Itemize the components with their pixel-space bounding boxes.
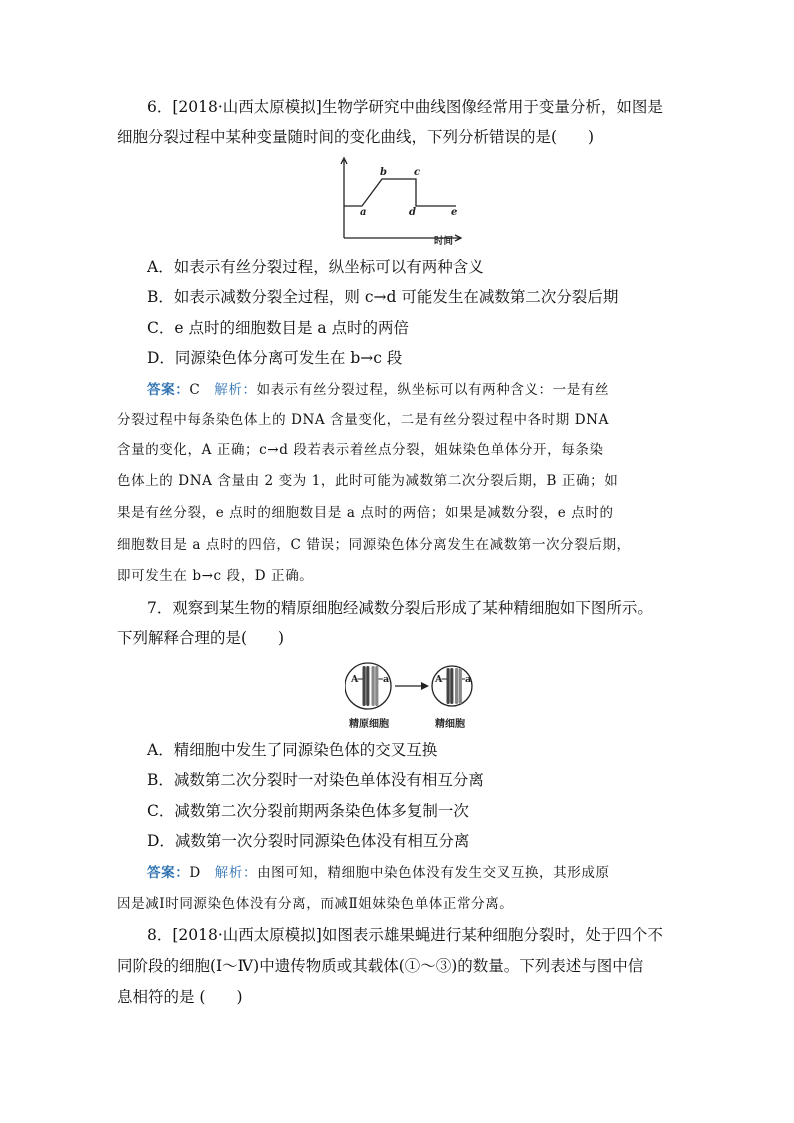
q7-answer-label: 答案： — [147, 865, 190, 881]
q7-stem-line-2: 下列解释合理的是( ) — [117, 629, 285, 647]
allele-A-left: A — [351, 674, 359, 685]
x-axis-label: 时间 — [434, 236, 454, 246]
q7-option-a: A．精细胞中发生了同源染色体的交叉互换 — [147, 741, 438, 759]
q7-stem-line-1: 7．观察到某生物的精原细胞经减数分裂后形成了某种精细胞如下图所示。 — [147, 599, 653, 617]
allele-A-right: A — [435, 674, 443, 685]
q8-stem-line-2: 同阶段的细胞(Ⅰ～Ⅳ)中遗传物质或其载体(①～③)的数量。下列表述与图中信 — [117, 957, 644, 975]
q6-answer-value: C — [189, 382, 201, 398]
q6-option-a: A．如表示有丝分裂过程，纵坐标可以有两种含义 — [147, 258, 484, 276]
q6-answer-line — [147, 380, 609, 400]
point-b: b — [380, 167, 387, 178]
q7-option-c: C．减数第二次分裂前期两条染色体多复制一次 — [147, 802, 469, 820]
q7-option-d: D．减数第一次分裂时同源染色体没有相互分离 — [147, 832, 470, 850]
q6-analysis-line-6: 细胞数目是 a 点时的四倍，C 错误；同源染色体分离发生在减数第一次分裂后期， — [117, 537, 631, 553]
sperm-cell — [432, 666, 472, 706]
q6-curve-figure — [338, 156, 468, 246]
q6-analysis-line-7: 即可发生在 b→c 段，D 正确。 — [117, 568, 314, 584]
point-e: e — [451, 207, 458, 218]
sperm-cell-label: 精细胞 — [435, 719, 465, 730]
point-a: a — [360, 207, 367, 218]
q8-stem-line-3: 息相符的是 ( ) — [117, 988, 243, 1006]
q6-analysis-label: 解析： — [214, 382, 257, 398]
q6-analysis-line-5: 果是有丝分裂，e 点时的细胞数目是 a 点时的两倍；如果是减数分裂，e 点时的 — [117, 505, 614, 521]
q6-option-c: C．e 点时的细胞数目是 a 点时的两倍 — [147, 319, 410, 337]
q7-analysis-label: 解析： — [214, 865, 258, 881]
q7-cell-figure — [345, 656, 475, 731]
q6-analysis-line-2: 分裂过程中每条染色体上的 DNA 含量变化，二是有丝分裂过程中各时期 DNA — [117, 412, 609, 428]
q6-answer-label: 答案： — [147, 382, 190, 398]
allele-a-left: a — [383, 674, 390, 685]
q6-option-b: B．如表示减数分裂全过程，则 c→d 可能发生在减数第二次分裂后期 — [147, 288, 619, 306]
point-c: c — [414, 167, 421, 178]
allele-a-right: a — [465, 674, 472, 685]
q6-stem-line-2: 细胞分裂过程中某种变量随时间的变化曲线，下列分析错误的是( ) — [117, 128, 595, 146]
q7-analysis-line-2: 因是减Ⅰ时同源染色体没有分离，而减Ⅱ姐妹染色单体正常分离。 — [117, 896, 514, 912]
q7-option-b: B．减数第二次分裂时一对染色单体没有相互分离 — [147, 771, 484, 789]
q7-answer-line — [147, 863, 610, 883]
q7-answer-value: D — [189, 865, 201, 881]
division-arrow — [395, 682, 429, 690]
spermatogonium-label: 精原细胞 — [349, 719, 389, 730]
q6-analysis-line-3: 含量的变化，A 正确；c→d 段若表示着丝点分裂，姐妹染色单体分开，每条染 — [117, 442, 604, 458]
q6-analysis-line-1: 如表示有丝分裂过程，纵坐标可以有两种含义：一是有丝 — [256, 382, 610, 398]
q6-stem-line-1: 6．[2018·山西太原模拟]生物学研究中曲线图像经常用于变量分析，如图是 — [147, 98, 663, 116]
q6-option-d: D．同源染色体分离可发生在 b→c 段 — [147, 349, 403, 367]
q7-analysis-line-1: 由图可知，精细胞中染色体没有发生交叉互换，其形成原 — [257, 865, 610, 881]
q6-analysis-line-4: 色体上的 DNA 含量由 2 变为 1，此时可能为减数第二次分裂后期，B 正确；如 — [117, 473, 619, 489]
variable-curve — [344, 179, 456, 206]
q8-stem-line-1: 8．[2018·山西太原模拟]如图表示雄果蝇进行某种细胞分裂时，处于四个不 — [147, 926, 663, 944]
spermatogonium-cell — [345, 663, 391, 709]
point-d: d — [409, 207, 416, 218]
